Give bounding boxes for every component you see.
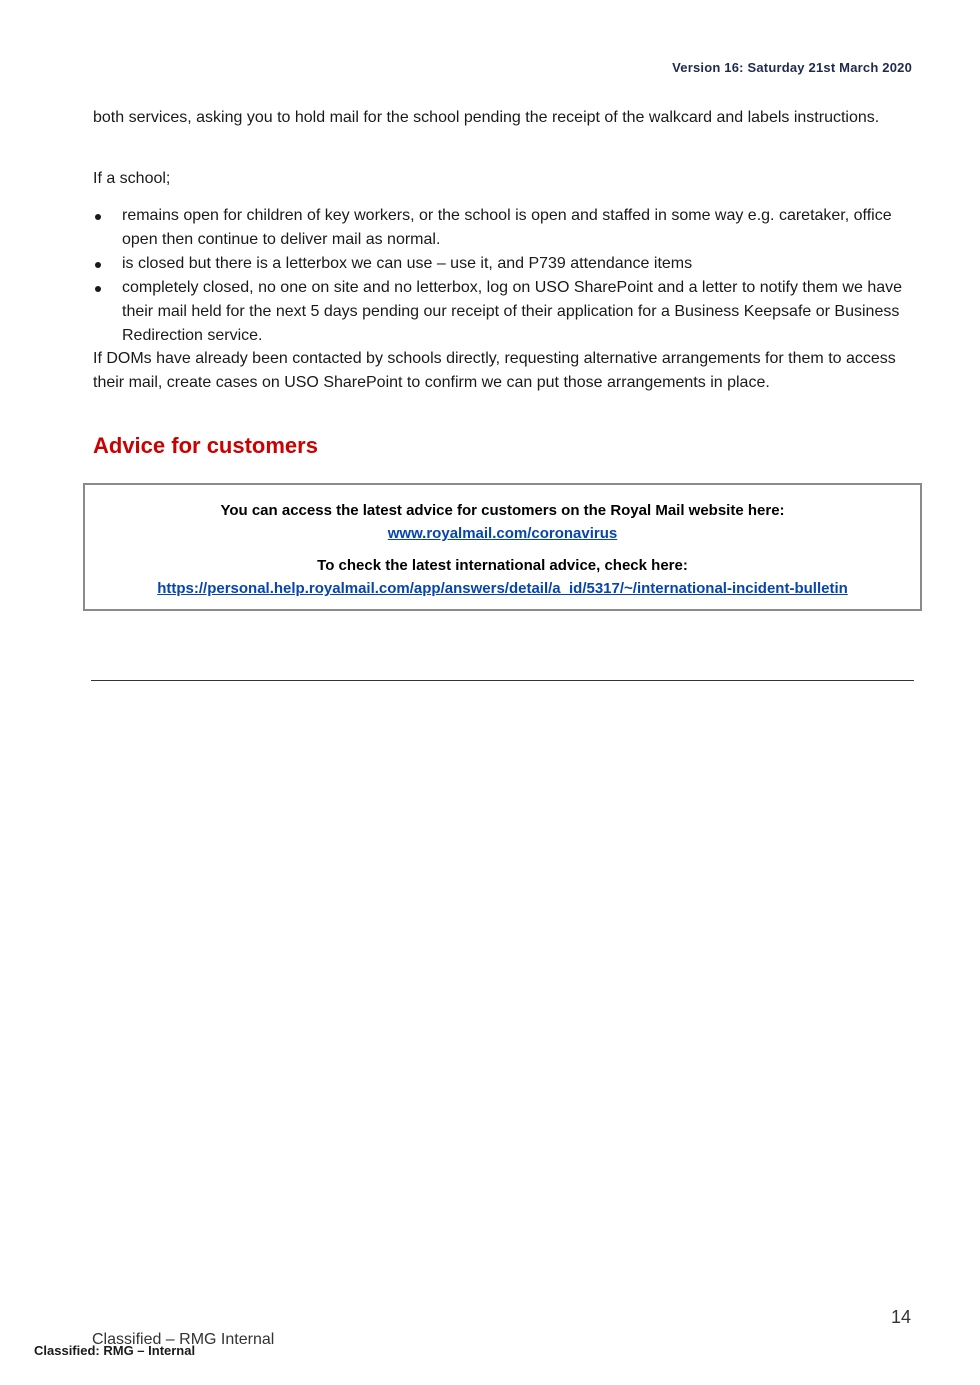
bullet-dot-icon — [95, 214, 101, 220]
bullet-dot-icon — [95, 262, 101, 268]
international-bulletin-link[interactable]: https://personal.help.royalmail.com/app/answers/detail/a_id/5317/~/international-incident-bulletin — [157, 580, 848, 597]
advice-heading: Advice for customers — [93, 433, 318, 458]
school-scenarios-list — [93, 204, 913, 348]
advice-intro-text: You can access the latest advice for customers on the Royal Mail website here: — [220, 502, 785, 519]
list-item — [93, 252, 913, 276]
page-number: 14 — [890, 1307, 911, 1327]
classification-overlay-label: Classified: RMG – Internal — [34, 1343, 196, 1358]
footer-divider — [91, 680, 914, 681]
paragraph-doms: If DOMs have already been contacted by schools directly, requesting alternative arrangements for them to access their mail, create cases on USO SharePoint to confirm we can put those arrangements in place. — [93, 350, 896, 391]
version-header: Version 16: Saturday 21st March 2020 — [672, 60, 912, 75]
bullet-dot-icon — [95, 286, 101, 292]
coronavirus-advice-link[interactable]: www.royalmail.com/coronavirus — [387, 525, 618, 542]
classification-label: Classified – RMG Internal — [92, 1331, 275, 1348]
paragraph-if-school: If a school; — [93, 170, 171, 187]
list-item-text: remains open for children of key workers, or the school is open and staffed in some way e.g. caretaker, office open then continue to deliver mail as normal. — [122, 207, 892, 248]
international-advice-text: To check the latest international advice, check here: — [317, 557, 688, 574]
list-item-text: is closed but there is a letterbox we can use – use it, and P739 attendance items — [122, 255, 693, 272]
list-item — [93, 276, 913, 348]
paragraph-services: both services, asking you to hold mail for the school pending the receipt of the walkcard and labels instructions. — [93, 109, 880, 126]
list-item — [93, 204, 913, 252]
advice-box — [83, 483, 922, 611]
list-item-text: completely closed, no one on site and no letterbox, log on USO SharePoint and a letter to notify them we have their mail held for the next 5 days pending our receipt of their application for a Business Keepsafe or Business Redirection service. — [122, 279, 903, 344]
